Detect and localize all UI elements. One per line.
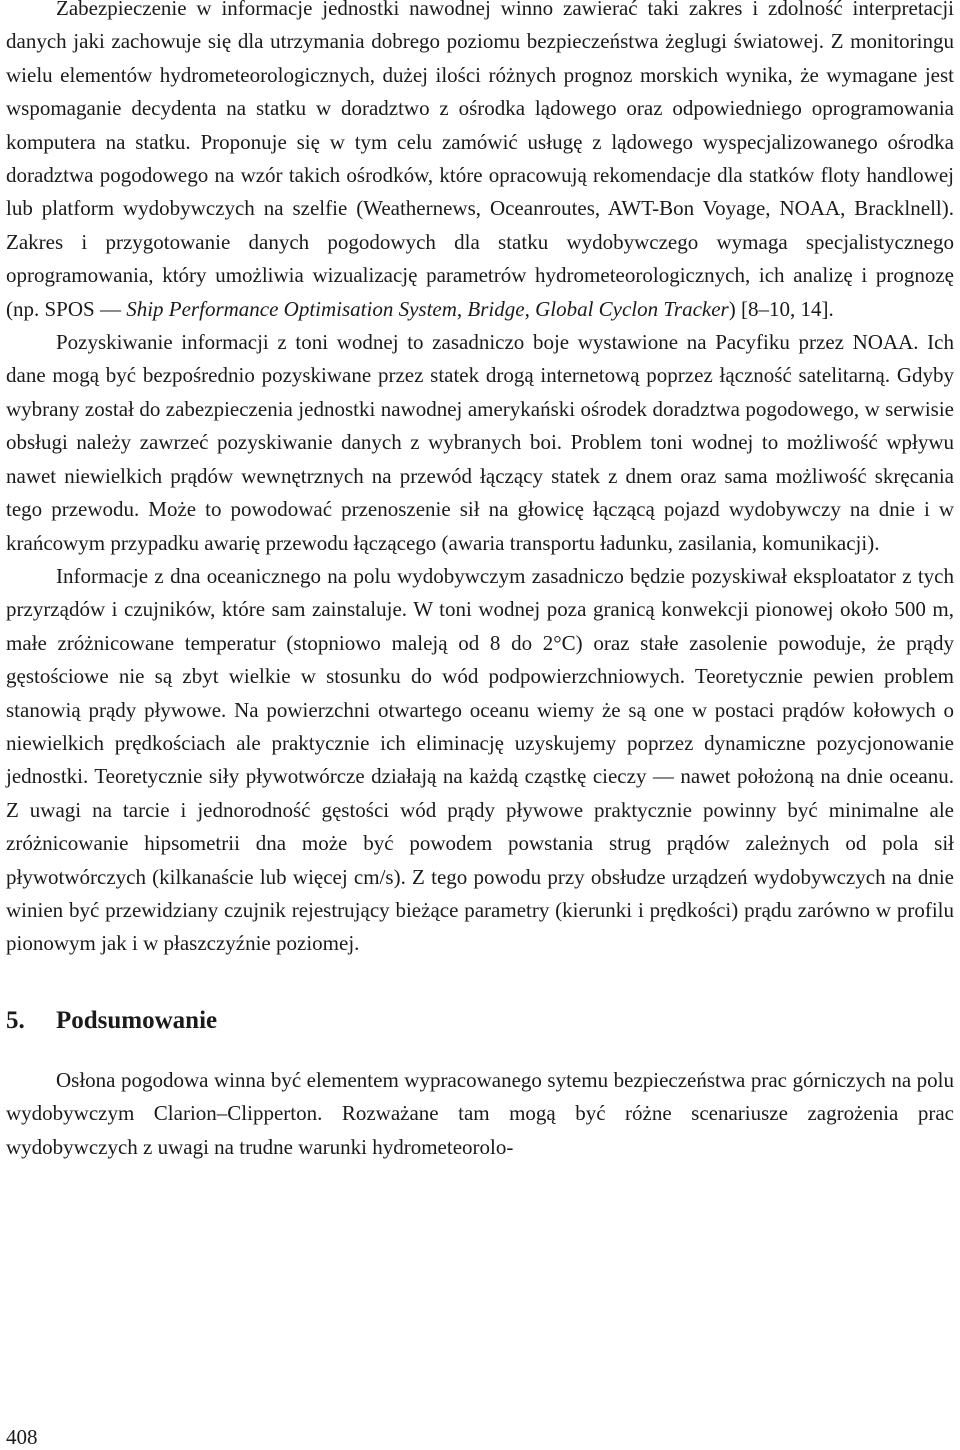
page-body: [6, 0, 954, 1164]
paragraph-weather-support: [6, 0, 954, 326]
section-number: 5.: [6, 1006, 25, 1034]
section-title: Podsumowanie: [56, 1006, 218, 1034]
paragraph-ocean-floor: Informacje z dna oceanicznego na polu wydobywczym zasadniczo będzie pozyskiwał eksploatator z tych przyrządów i czujników, które sam zainstaluje. W toni wodnej poza granicą konwekcji pionowej około 500 m, małe zróżnicowane temperatur (stopniowo maleją od 8 do 2°C) oraz stałe zasolenie powoduje, że prądy gęstościowe nie są zbyt wielkie w stosunku do wód podpowierzchniowych. Teoretycznie pewien problem stanowią prądy pływowe. Na powierzchni otwartego oceanu wiemy że są one w postaci prądów kołowych o niewielkich prędkościach ale praktycznie ich eliminację uzyskujemy poprzez dynamiczne pozycjonowanie jednostki. Teoretycznie siły pływotwórcze działają na każdą cząstkę cieczy — nawet położoną na dnie oceanu. Z uwagi na tarcie i jednorodność gęstości wód prądy pływowe praktycznie powinny być minimalne ale zróżnicowanie hipsometrii dna może być powodem powstania strug prądów zależnych od pola sił pływotwórczych (kilkanaście lub więcej cm/s). Z tego powodu przy obsłudze urządzeń wydobywczych na dnie winien być przewidziany czujnik rejestrujący bieżące parametry (kierunki i prędkości) prądu zarówno w profilu pionowym jak i w płaszczyźnie poziomej.: [6, 563, 954, 956]
software-names-italic: Ship Performance Optimisation System, Bridge, Global Cyclon Tracker: [126, 296, 729, 321]
paragraph-summary: Osłona pogodowa winna być elementem wypracowanego sytemu bezpieczeństwa prac górniczych na polu wydobywczym Clarion–Clipperton. Rozważane tam mogą być różne scenariusze zagrożenia prac wydobywczych z uwagi na trudne warunki hydrometeorolo-: [6, 1067, 954, 1159]
paragraph-text-end: ) [8–10, 14].: [728, 296, 834, 321]
paragraph-water-column: Pozyskiwanie informacji z toni wodnej to zasadniczo boje wystawione na Pacyfiku przez NOAA. Ich dane mogą być bezpośrednio pozyskiwane przez statek drogą internetową poprzez łączność satelitarną. Gdyby wybrany został do zabezpieczenia jednostki nawodnej amerykański ośrodek doradztwa pogodowego, w serwisie obsługi należy zawrzeć pozyskiwanie danych z wybranych boi. Problem toni wodnej to możliwość wpływu nawet niewielkich prądów wewnętrznych na przewód łączący statek z dnem oraz sama możliwość skręcania tego przewodu. Może to powodować przenoszenie sił na głowicę łączącą pojazd wydobywczy na dnie i w krańcowym przypadku awarię przewodu łączącego (awaria transportu ładunku, zasilania, komunikacji).: [6, 330, 954, 555]
page-number: 408: [6, 1425, 38, 1449]
paragraph-text: Zabezpieczenie w informacje jednostki nawodnej winno zawierać taki zakres i zdolność interpretacji danych jaki zachowuje się dla utrzymania dobrego poziomu bezpieczeństwa żeglugi światowej. Z monitoringu wielu elementów hydrometeorologicznych, dużej ilości różnych prognoz morskich wynika, że wymagane jest wspomaganie decydenta na statku w doradztwo z ośrodka lądowego oraz odpowiedniego oprogramowania komputera na statku. Proponuje się w tym celu zamówić usługę z lądowego wyspecjalizowanego ośrodka doradztwa pogodowego na wzór takich ośrodków, które opracowują rekomendacje dla statków floty handlowej lub platform wydobywczych na szelfie (Weathernews, Oceanroutes, AWT-Bon Voyage, NOAA, Bracklnell). Zakres i przygotowanie danych pogodowych dla statku wydobywczego wymaga specjalistycznego oprogramowania, który umożliwia wizualizację parametrów hydrometeorologicznych, ich analizę i prognozę (np. SPOS —: [6, 0, 954, 321]
section-heading: [6, 1006, 954, 1036]
